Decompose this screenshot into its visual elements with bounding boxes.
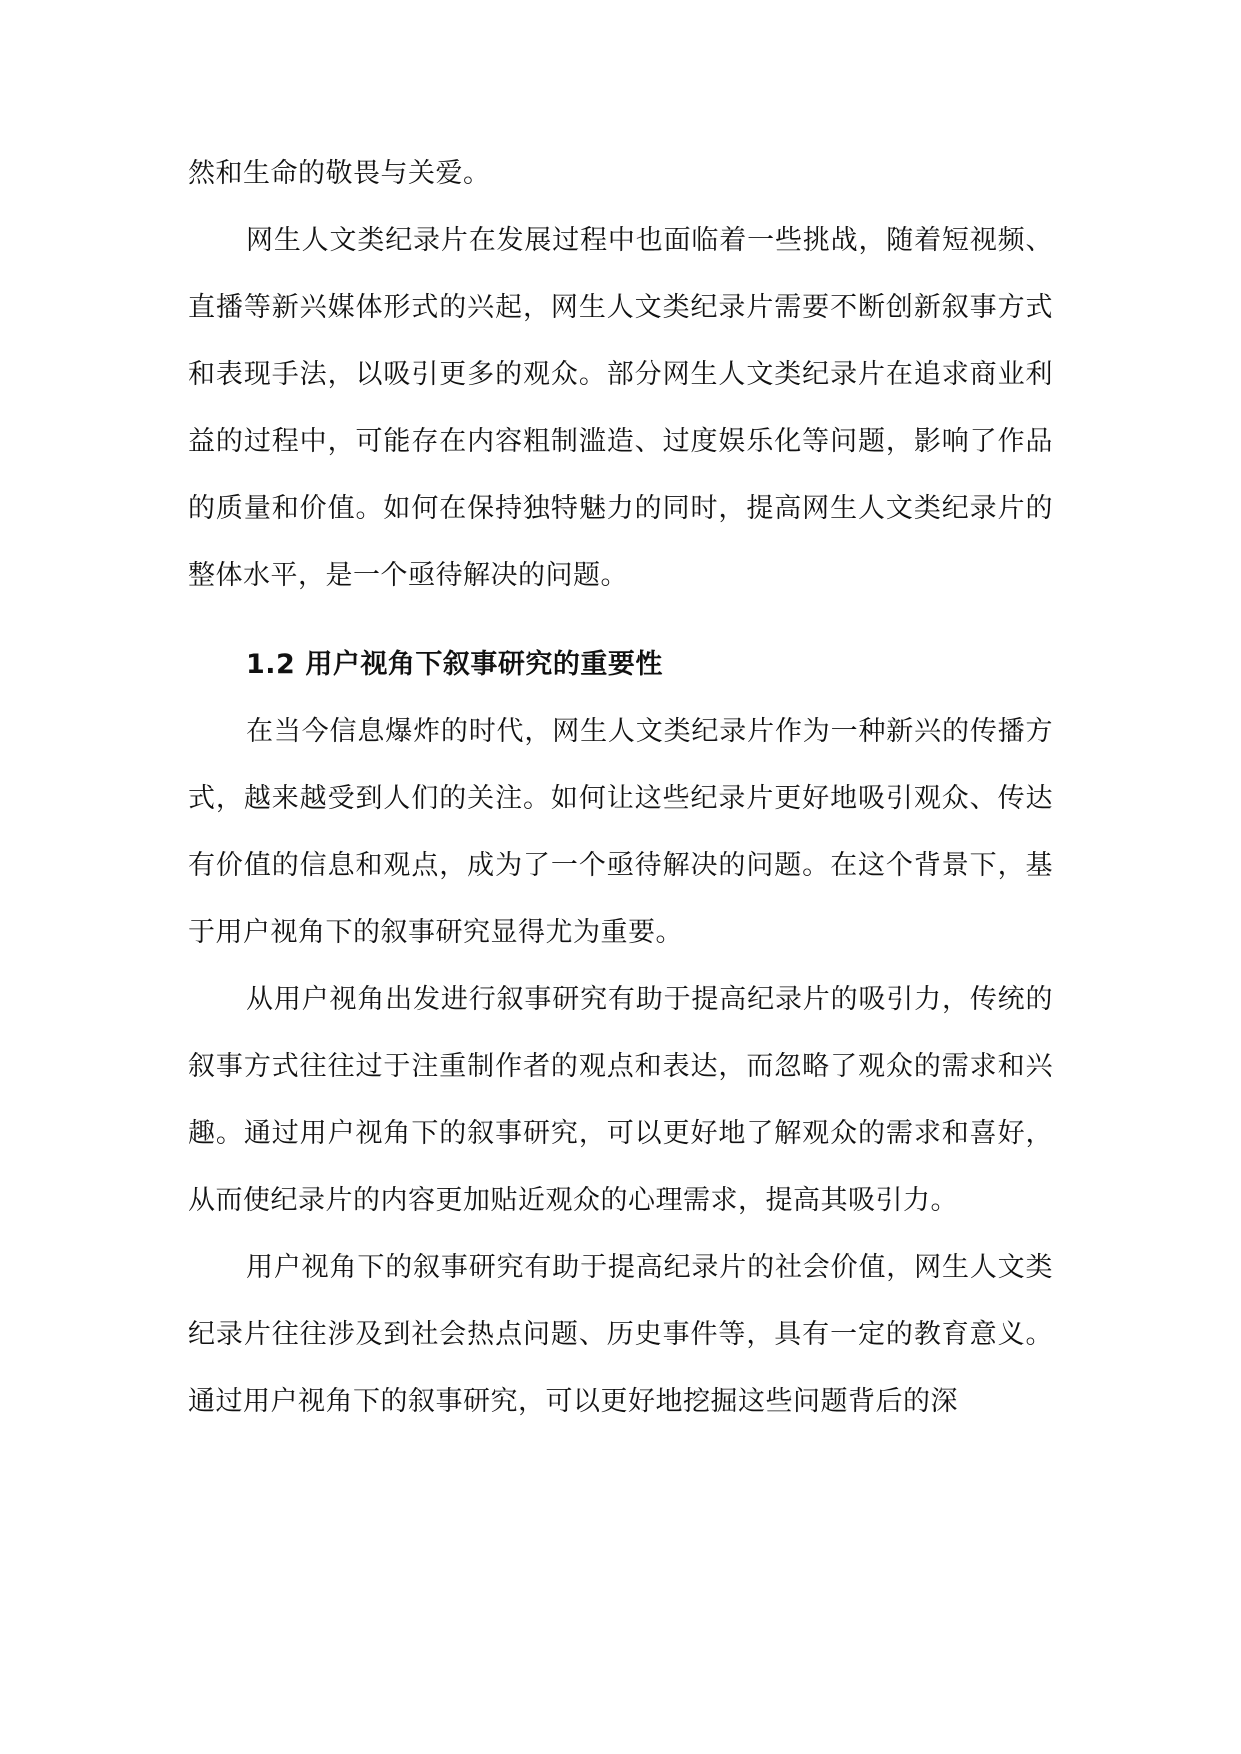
paragraph-challenges: 网生人文类纪录片在发展过程中也面临着一些挑战，随着短视频、直播等新兴媒体形式的兴起，网生人文类纪录片需要不断创新叙事方式和表现手法，以吸引更多的观众。部分网生人文类纪录片在追求商业利益的过程中，可能存在内容粗制滥造、过度娱乐化等问题，影响了作品的质量和价值。如何在保持独特魅力的同时，提高网生人文类纪录片的整体水平，是一个亟待解决的问题。 bbox=[188, 225, 1053, 591]
section-heading bbox=[188, 631, 1053, 698]
paragraph-background: 在当今信息爆炸的时代，网生人文类纪录片作为一种新兴的传播方式，越来越受到人们的关注。如何让这些纪录片更好地吸引观众、传达有价值的信息和观点，成为了一个亟待解决的问题。在这个背景下，基于用户视角下的叙事研究显得尤为重要。 bbox=[188, 716, 1053, 948]
document-body bbox=[188, 140, 1053, 1435]
section-number: 1.2 bbox=[246, 649, 296, 680]
paragraph-attraction: 从用户视角出发进行叙事研究有助于提高纪录片的吸引力，传统的叙事方式往往过于注重制作者的观点和表达，而忽略了观众的需求和兴趣。通过用户视角下的叙事研究，可以更好地了解观众的需求和喜好，从而使纪录片的内容更加贴近观众的心理需求，提高其吸引力。 bbox=[188, 984, 1053, 1216]
section-title: 用户视角下叙事研究的重要性 bbox=[305, 649, 663, 680]
paragraph-social-value: 用户视角下的叙事研究有助于提高纪录片的社会价值，网生人文类纪录片往往涉及到社会热点问题、历史事件等，具有一定的教育意义。通过用户视角下的叙事研究，可以更好地挖掘这些问题背后的深 bbox=[188, 1252, 1053, 1417]
paragraph-continued: 然和生命的敬畏与关爱。 bbox=[188, 158, 491, 189]
